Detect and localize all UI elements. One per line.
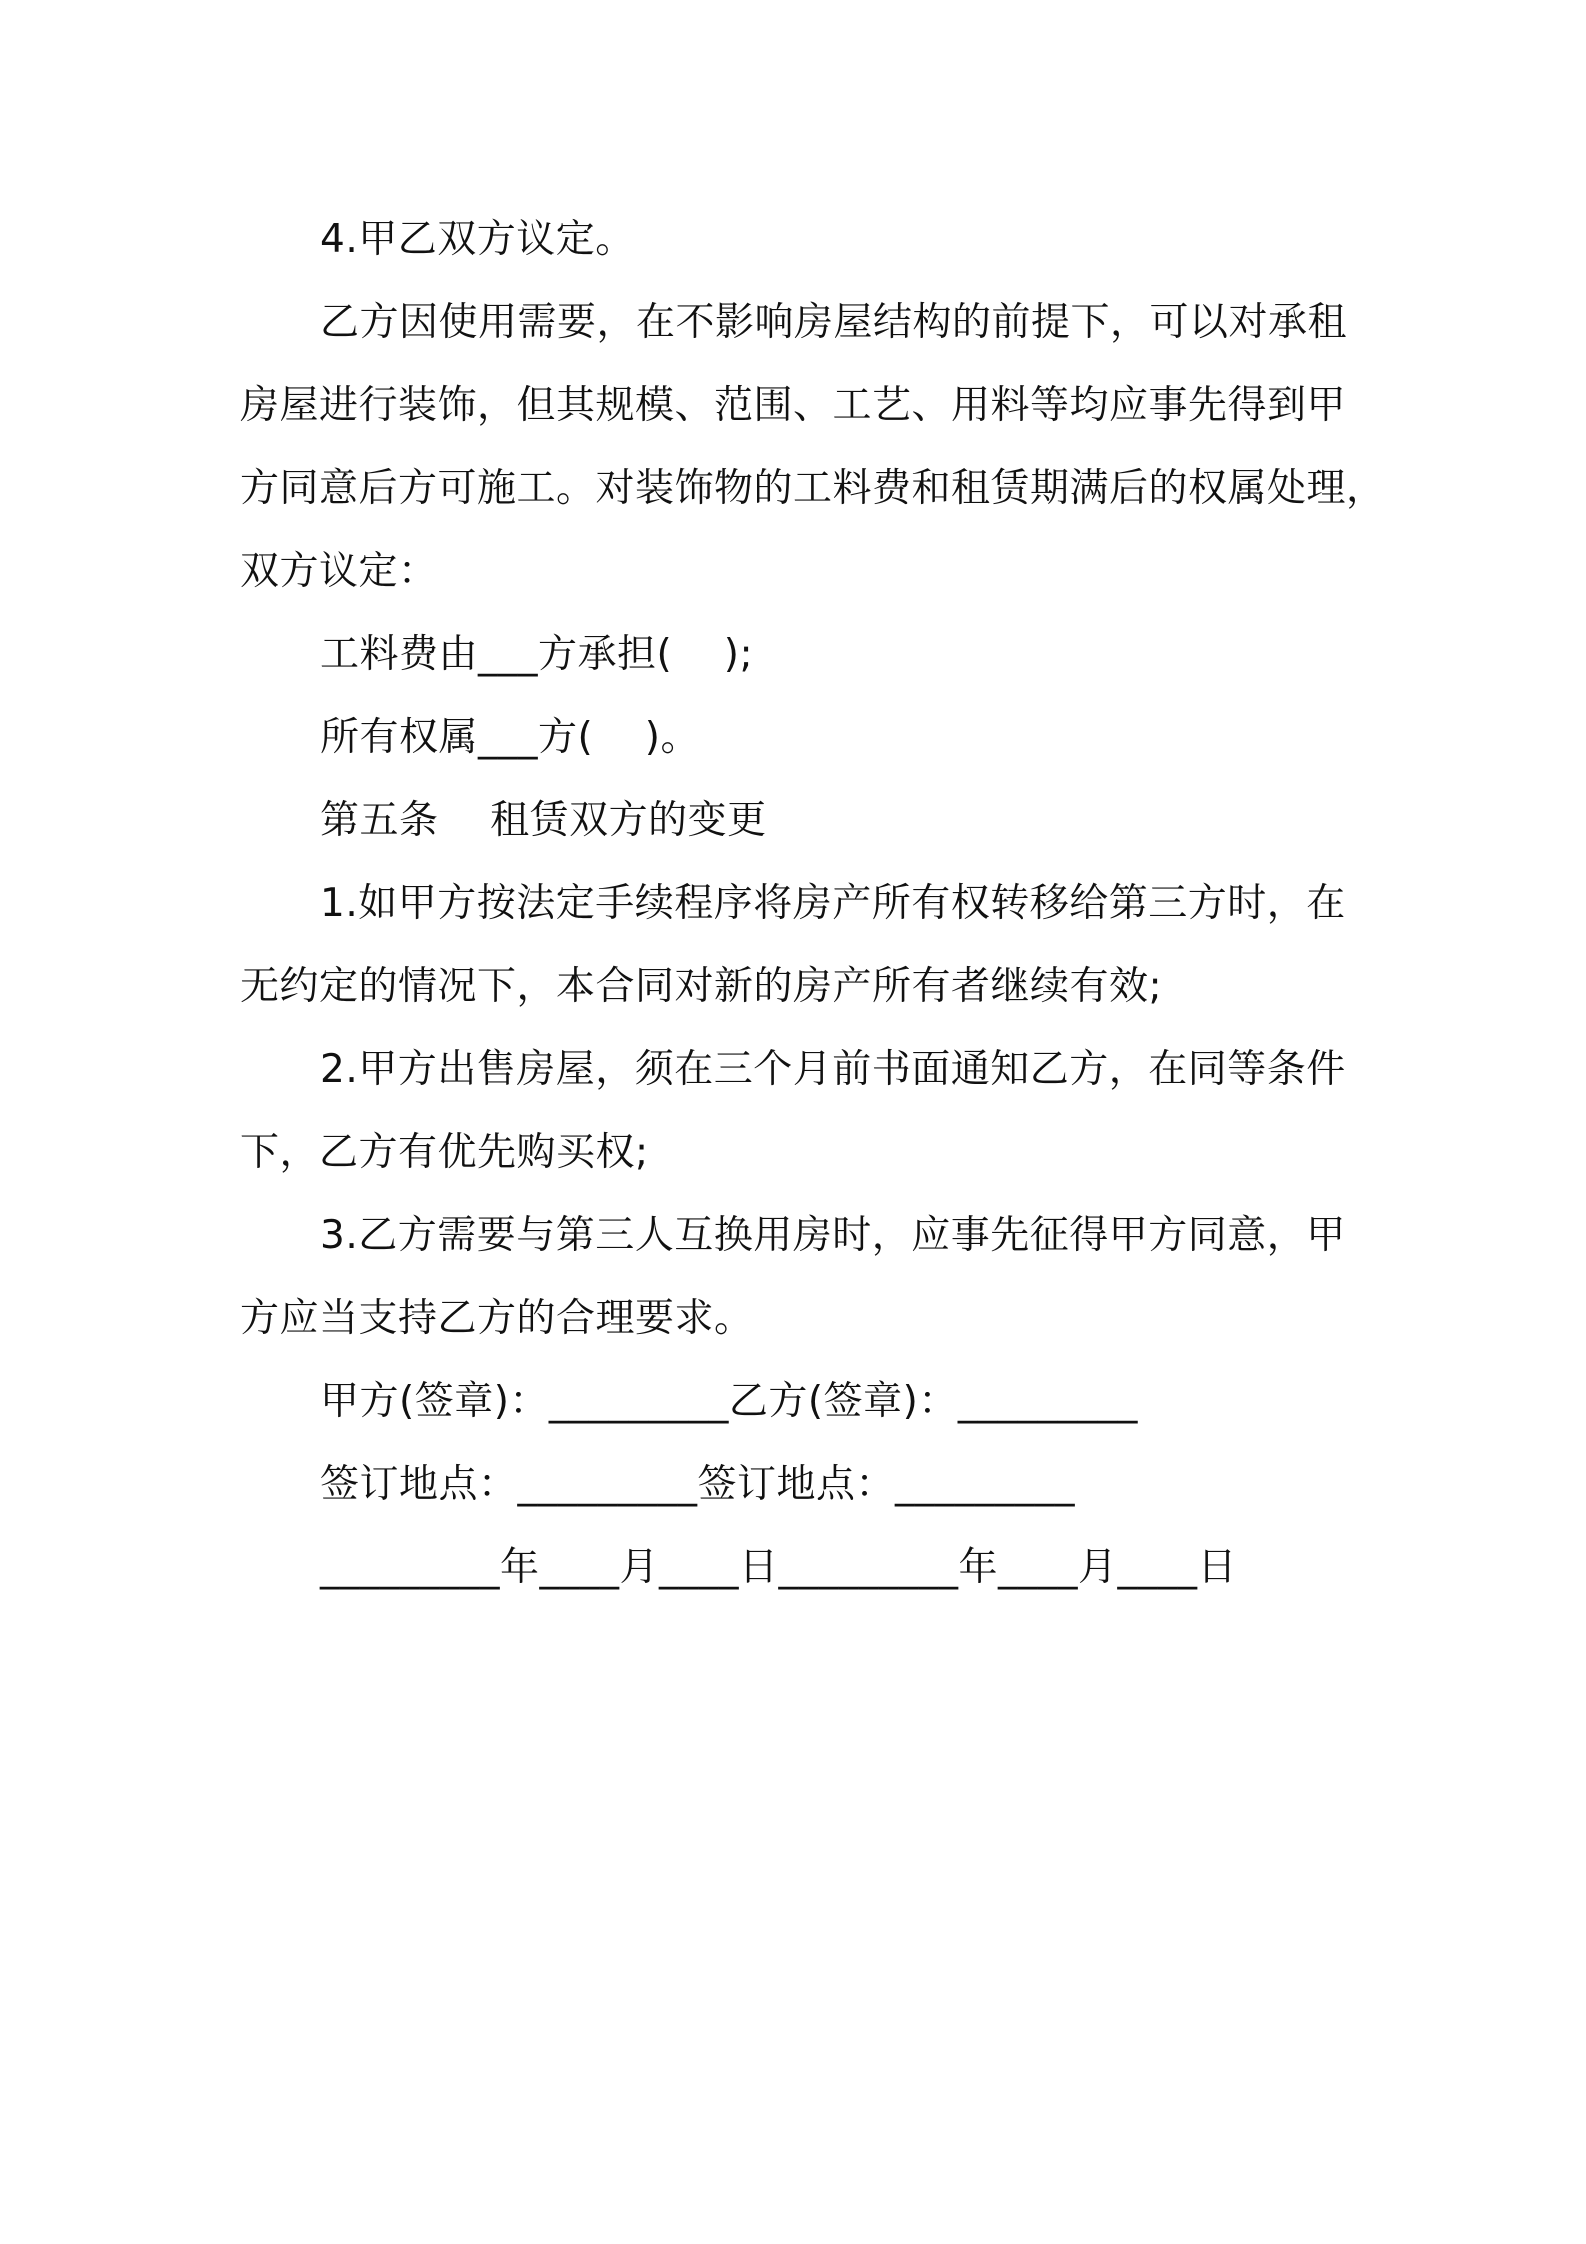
article-5-item-3-line-1: 3.乙方需要与第三人互换用房时，应事先征得甲方同意，甲 <box>320 1213 1346 1258</box>
decoration-paragraph-line-4: 双方议定： <box>240 549 438 594</box>
article-5-item-3-line-2: 方应当支持乙方的合理要求。 <box>240 1296 754 1341</box>
signature-line: 甲方(签章)：_________乙方(签章)：_________ <box>320 1379 1138 1424</box>
clause-4-heading: 4.甲乙双方议定。 <box>320 217 635 262</box>
ownership-line: 所有权属___方( )。 <box>320 715 701 760</box>
signing-place-line: 签订地点：_________签订地点：_________ <box>320 1462 1076 1507</box>
signing-date-line: _________年____月____日_________年____月____日 <box>320 1545 1238 1590</box>
article-5-item-1-line-1: 1.如甲方按法定手续程序将房产所有权转移给第三方时，在 <box>320 881 1346 926</box>
document-body <box>240 198 1386 1609</box>
decoration-paragraph-line-1: 乙方因使用需要，在不影响房屋结构的前提下，可以对承租 <box>320 300 1348 345</box>
article-5-item-2-line-1: 2.甲方出售房屋，须在三个月前书面通知乙方，在同等条件 <box>320 1047 1346 1092</box>
material-cost-line: 工料费由___方承担( ); <box>320 632 754 677</box>
decoration-paragraph-line-3: 方同意后方可施工。对装饰物的工料费和租赁期满后的权属处理， <box>240 466 1386 511</box>
decoration-paragraph-line-2: 房屋进行装饰，但其规模、范围、工艺、用料等均应事先得到甲 <box>240 383 1347 428</box>
article-5-item-2-line-2: 下，乙方有优先购买权; <box>240 1130 649 1175</box>
article-5-heading: 第五条 租赁双方的变更 <box>320 798 767 843</box>
article-5-item-1-line-2: 无约定的情况下，本合同对新的房产所有者继续有效; <box>240 964 1163 1009</box>
